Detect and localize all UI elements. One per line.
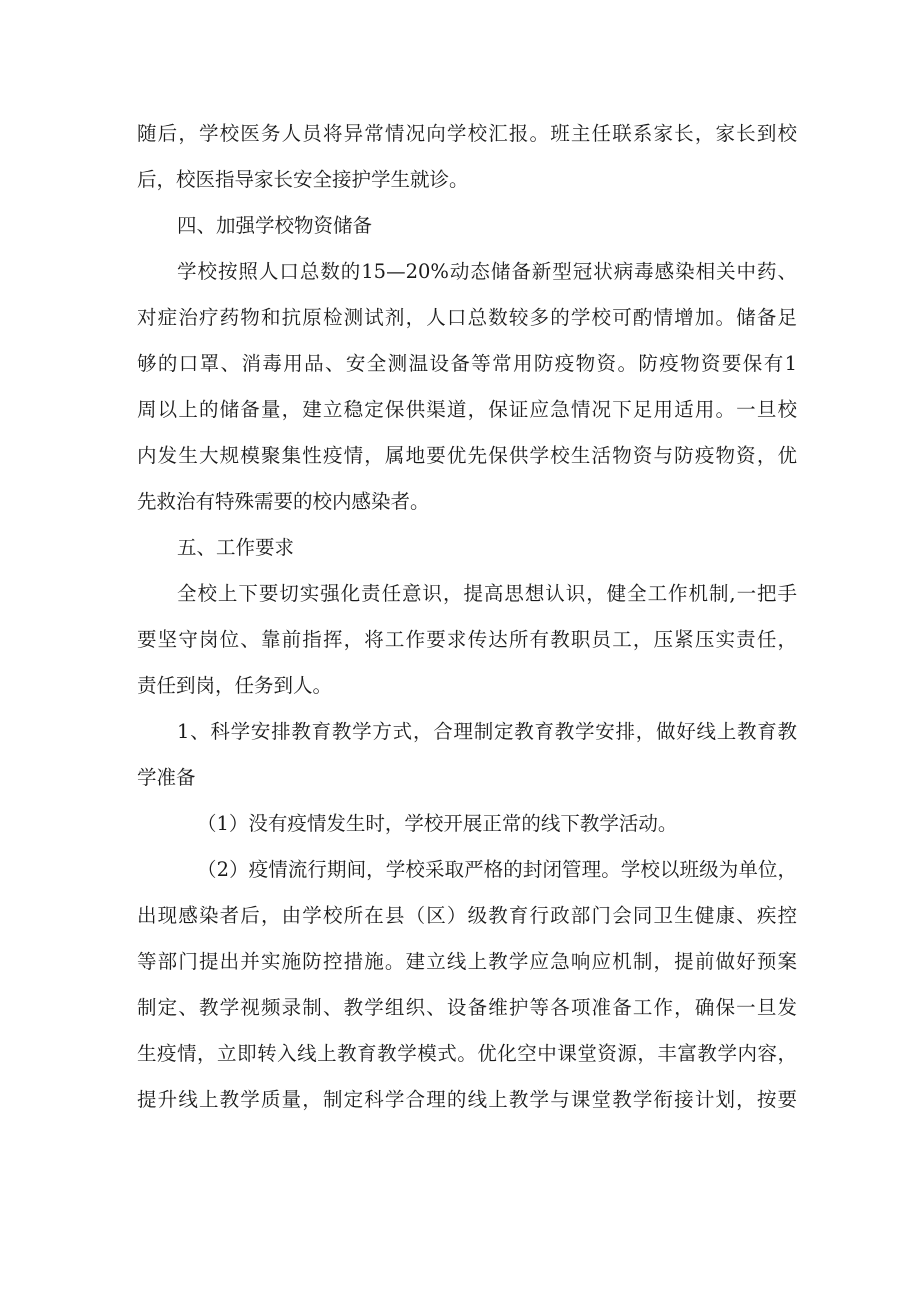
text-line: 责任到岗，任务到人。 xyxy=(137,674,333,697)
text-line: 出现感染者后，由学校所在县（区）级教育行政部门会同卫生健康、疾控 xyxy=(137,904,797,927)
text-line: 后，校医指导家长安全接护学生就诊。 xyxy=(137,168,469,191)
text-line: 先救治有特殊需要的校内感染者。 xyxy=(137,490,430,513)
text-line: 学校按照人口总数的15—20%动态储备新型冠状病毒感染相关中药、 xyxy=(177,260,797,283)
text-line: 对症治疗药物和抗原检测试剂，人口总数较多的学校可酌情增加。储备足 xyxy=(137,306,797,329)
text-line: （1）没有疫情发生时，学校开展正常的线下教学活动。 xyxy=(197,812,678,835)
text-line: 要坚守岗位、靠前指挥，将工作要求传达所有教职员工，压紧压实责任， xyxy=(137,628,797,651)
text-line: 1、科学安排教育教学方式，合理制定教育教学安排，做好线上教育教 xyxy=(177,720,797,743)
text-line: 随后，学校医务人员将异常情况向学校汇报。班主任联系家长，家长到校 xyxy=(137,122,797,145)
text-line: 学准备 xyxy=(137,766,196,789)
section-heading: 四、加强学校物资储备 xyxy=(177,214,373,237)
text-line: （2）疫情流行期间，学校采取严格的封闭管理。学校以班级为单位， xyxy=(197,858,797,881)
document-body xyxy=(137,111,797,1123)
text-line: 内发生大规模聚集性疫情，属地要优先保供学校生活物资与防疫物资，优 xyxy=(137,444,797,467)
section-heading: 五、工作要求 xyxy=(177,536,295,559)
text-line: 全校上下要切实强化责任意识，提高思想认识，健全工作机制,一把手 xyxy=(177,582,797,605)
text-line: 生疫情，立即转入线上教育教学模式。优化空中课堂资源，丰富教学内容， xyxy=(137,1042,797,1065)
text-line: 周以上的储备量，建立稳定保供渠道，保证应急情况下足用适用。一旦校 xyxy=(137,398,797,421)
text-line: 制定、教学视频录制、教学组织、设备维护等各项准备工作，确保一旦发 xyxy=(137,996,797,1019)
text-line: 提升线上教学质量，制定科学合理的线上教学与课堂教学衔接计划，按要 xyxy=(137,1088,797,1111)
text-line: 够的口罩、消毒用品、安全测温设备等常用防疫物资。防疫物资要保有1 xyxy=(137,352,797,375)
text-line: 等部门提出并实施防控措施。建立线上教学应急响应机制，提前做好预案 xyxy=(137,950,797,973)
